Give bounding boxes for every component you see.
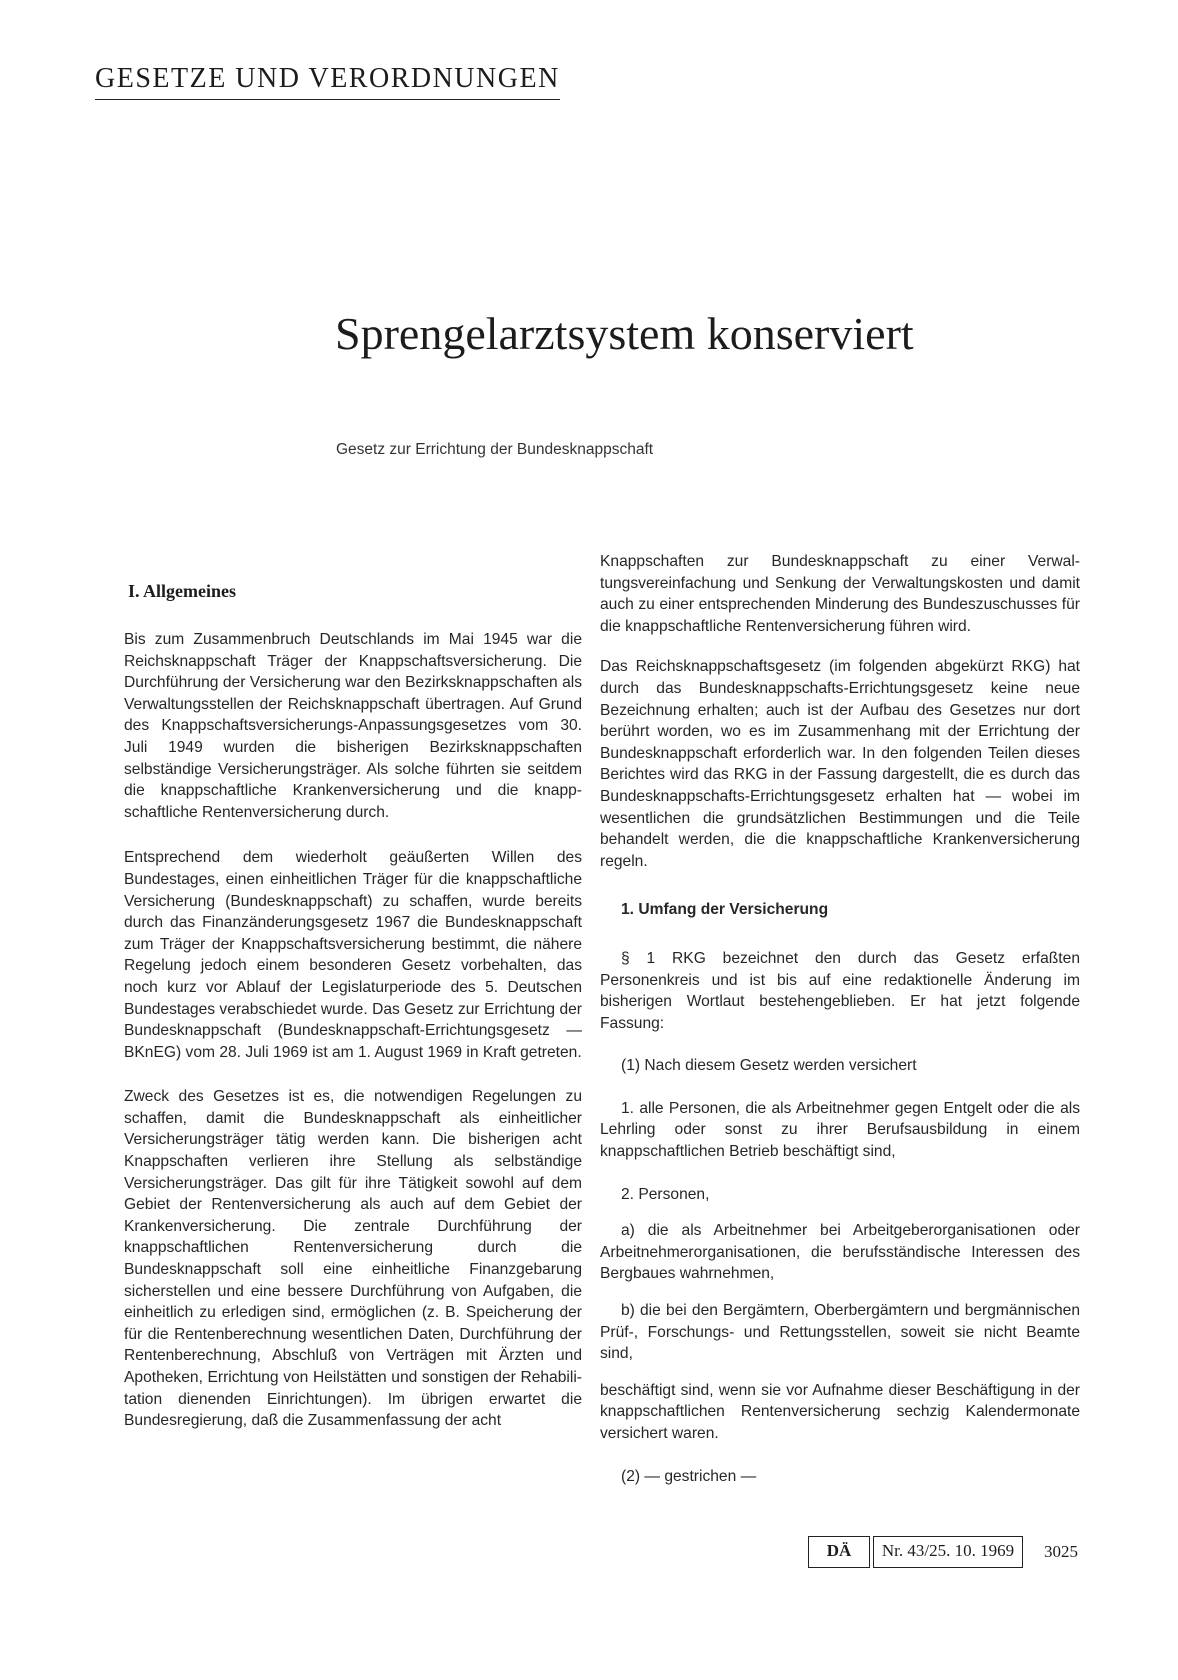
paragraph: Zweck des Gesetzes ist es, die notwendigen Regelungen zu schaffen, damit die Bundesknappschaft als einheitlicher Versicherungsträger tätig werden kann. Die bisherigen acht Knappschaften verlieren ihre Stellung als selbständige Versicherungsträger. Das gilt für ihre Tätigkeit sowohl auf dem Gebiet der Rentenversicherung als auch auf dem Gebiet der Krankenversicherung. Die zentrale Durchführung der knappschaftlichen Rentenversicherung durch die Bundesknappschaft soll eine einheitliche Finanzgebarung sicherstellen und eine bessere Durchführung von Aufgaben, die einheitlich zu erledigen sind, ermöglichen (z. B. Speicherung der für die Rentenberechnung wesentlichen Daten, Durchführung der Rentenberechnung, Abschluß von Verträgen mit Ärzten und Apotheken, Errichtung von Heilstätten und sonstigen der Rehabilitation dienenden Einrichtungen). Im übrigen erwartet die Bundesregierung, daß die Zusammenfassung der acht — [124, 1088, 582, 1430]
paragraph: b) die bei den Bergämtern, Oberbergämtern und bergmännischen Prüf-, Forschungs- und Rettungsstellen, soweit sie nicht Beamte sind, — [600, 1302, 1080, 1363]
paragraph: § 1 RKG bezeichnet den durch das Gesetz erfaßten Personenkreis und ist bis auf eine redaktionelle Änderung im bisherigen Wortlaut bestehengeblieben. Er hat jetzt folgende Fassung: — [600, 949, 1080, 1032]
paragraph: 2. Personen, — [621, 1185, 710, 1203]
paragraph: (2) — gestrichen — — [621, 1467, 757, 1485]
issue-info: Nr. 43/25. 10. 1969 — [873, 1536, 1023, 1568]
paragraph: Das Reichsknappschaftsgesetz (im folgenden abgekürzt RKG) hat durch das Bundesknappschafts-Errichtungsgesetz keine neue Bezeichnung erhalten; auch ist der Aufbau des Gesetzes nur dort berührt worden, wo es im Zusammenhang mit der Errichtung der Bundesknappschaft erforderlich war. In den folgenden Teilen dieses Berichtes wird das RKG in der Fassung dargestellt, die es durch das Bundesknappschafts-Errichtungsgesetz erhalten hat — wobei im wesentlichen die grundsätzlichen Bestimmungen und die Teile behandelt werden, die die knappschaftliche Krankenversicherung regeln. — [600, 658, 1080, 870]
paragraph: Bis zum Zusammenbruch Deutschlands im Mai 1945 war die Reichsknappschaft Träger der Knappschaftsversicherung. Die Durchführung der Versicherung war den Bezirksknappschaften als Verwaltungsstellen der Reichsknappschaft übertragen. Auf Grund des Knappschaftsversicherungs-Anpassungsgesetzes vom 30. Juli 1949 wurden die bisherigen Bezirksknappschaften selbständige Versicherungsträger. Als solche führten sie seitdem die knappschaftliche Krankenversicherung und die knappschaftliche Rentenversicherung durch. — [124, 631, 582, 821]
paragraph: Knappschaften zur Bundesknappschaft zu einer Verwaltungsvereinfachung und Senkung der Verwaltungskosten und damit auch zu einer entsprechenden Minderung des Bundeszuschusses für die knappschaftliche Rentenversicherung führen wird. — [600, 553, 1080, 635]
paragraph: a) die als Arbeitnehmer bei Arbeitgeberorganisationen oder Arbeitnehmerorganisationen, die berufsständische Interessen des Bergbaues wahrnehmen, — [600, 1222, 1080, 1283]
page-number: 3025 — [1044, 1542, 1078, 1561]
paragraph: (1) Nach diesem Gesetz werden versichert — [621, 1057, 917, 1075]
subheading-umfang: 1. Umfang der Versicherung — [621, 901, 829, 919]
article-title: Sprengelarztsystem konserviert — [335, 308, 914, 359]
paragraph: 1. alle Personen, die als Arbeitnehmer gegen Entgelt oder die als Lehrling oder sonst zu ihrer Berufsausbildung in einem knappschaftlichen Betrieb beschäftigt sind, — [600, 1099, 1080, 1161]
left-column — [124, 578, 582, 1432]
section-heading-allgemeines: I. Allgemeines — [128, 581, 236, 601]
article-subtitle: Gesetz zur Errichtung der Bundesknappschaft — [336, 441, 654, 458]
section-header: GESETZE UND VERORDNUNGEN — [95, 62, 560, 100]
paragraph: Entsprechend dem wiederholt geäußerten Willen des Bundestages, einen einheitlichen Träger für die knappschaftliche Versicherung (Bundesknappschaft) zu schaffen, wurde bereits durch das Finanzänderungsgesetz 1967 die Bundesknappschaft zum Träger der Knappschaftsversicherung bestimmt, die nähere Regelung jedoch einem besonderen Gesetz vorbehalten, das noch kurz vor Ablauf der Legislaturperiode des 5. Deutschen Bundestages verabschiedet wurde. Das Gesetz zur Errichtung der Bundesknappschaft (Bundesknappschaft-Errichtungsgesetz — BKnEG) vom 28. Juli 1969 ist am 1. August 1969 in Kraft getreten. — [124, 849, 582, 1061]
journal-logo: DÄ — [808, 1536, 870, 1568]
paragraph: beschäftigt sind, wenn sie vor Aufnahme dieser Beschäftigung in der knappschaftlichen Rentenversicherung sechzig Kalendermonate versichert waren. — [600, 1381, 1080, 1442]
right-column — [600, 553, 1080, 1487]
